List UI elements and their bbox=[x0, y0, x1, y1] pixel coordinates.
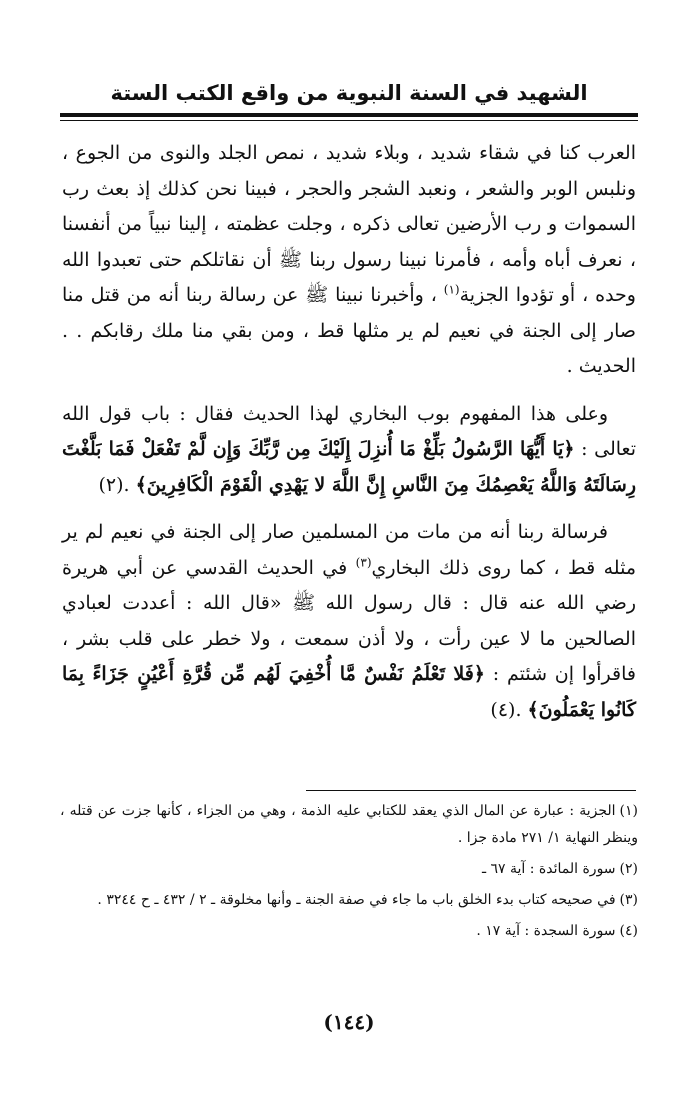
running-header: الشهيد في السنة النبوية من واقع الكتب الستة bbox=[110, 81, 588, 105]
page-number: (١٤٤) bbox=[323, 1010, 375, 1034]
quran-verse: ﴿يَا أَيُّهَا الرَّسُولُ بَلِّغْ مَا أُنزِلَ إِلَيْكَ مِن رَّبِّكَ وَإِن لَّمْ تَفْعَلْ فَمَا بَلَّغْتَ رِسَالَتَهُ وَاللَّهُ يَعْصِمُكَ مِنَ النَّاسِ إِنَّ اللَّهَ لا يَهْدِي الْقَوْمَ الْكَافِرِينَ﴾ bbox=[62, 438, 636, 496]
footnote-ref-2: .(٢) bbox=[98, 473, 136, 496]
paragraph-bukhari-chapter bbox=[62, 397, 636, 504]
paragraph-text: العرب كنا في شقاء شديد ، وبلاء شديد ، نمص الجلد والنوى من الجوع ، ونلبس الوبر والشعر ، ونعبد الشجر والحجر ، فبينا نحن كذلك إذ بعث رب السموات و رب الأرضين تعالى ذكره ، وجلت عظمته ، إلينا نبياً من أنفسنا ، نعرف أباه وأمه ، فأمرنا نبينا رسول ربنا ﷺ أن نقاتلكم حتى تعبدوا الله وحده ، أو تؤدوا الجزية bbox=[62, 142, 636, 306]
header-rule-thin bbox=[60, 120, 638, 121]
footnote-text: في صحيحه كتاب بدء الخلق باب ما جاء في صفة الجنة ـ وأنها مخلوقة ـ ٢ / ٤٣٢ ـ ح ٣٢٤٤ . bbox=[97, 892, 616, 908]
footnote-item bbox=[60, 918, 638, 945]
footnote-text: الجزية : عبارة عن المال الذي يعقد للكتابي عليه الذمة ، وهي من الجزاء ، كأنها جزت عن قتله ، وينظر النهاية ١/ ٢٧١ مادة جزا . bbox=[60, 803, 638, 846]
paragraph-text: ، وأخبرنا نبينا ﷺ عن رسالة ربنا أنه من قتل منا صار إلى الجنة في نعيم لم ير مثلها قط ، ومن بقي منا ملك رقابكم . . الحديث . bbox=[62, 284, 636, 377]
paragraph-text: وعلى هذا المفهوم بوب البخاري لهذا الحديث فقال : باب قول الله تعالى : bbox=[62, 402, 636, 460]
footnote-number: (١) bbox=[619, 803, 638, 819]
footnote-ref-1: (١) bbox=[443, 282, 460, 297]
footnote-number: (٣) bbox=[619, 892, 638, 908]
paragraph-qudsi-hadith bbox=[62, 515, 636, 728]
footnote-text: سورة السجدة : آية ١٧ . bbox=[476, 923, 616, 939]
paragraph-text: فرسالة ربنا أنه من مات من المسلمين صار إلى الجنة في نعيم لم ير مثله قط ، كما روى ذلك البخاري bbox=[62, 521, 636, 579]
footnote-item bbox=[60, 887, 638, 914]
footnote-ref-4: .(٤) bbox=[490, 698, 528, 721]
main-text bbox=[62, 136, 636, 728]
footnote-number: (٢) bbox=[619, 861, 638, 877]
footnote-number: (٤) bbox=[619, 923, 638, 939]
footnotes bbox=[60, 798, 638, 949]
quran-verse: ﴿فَلا تَعْلَمُ نَفْسٌ مَّا أُخْفِيَ لَهُم مِّن قُرَّةِ أَعْيُنٍ جَزَاءً بِمَا كَانُوا يَعْمَلُونَ﴾ bbox=[62, 663, 636, 721]
footnote-ref-3: (٣) bbox=[355, 555, 372, 570]
footnote-item bbox=[60, 856, 638, 883]
paragraph-hadith-continuation bbox=[62, 136, 636, 385]
footnote-text: سورة المائدة : آية ٦٧ ـ bbox=[481, 861, 616, 877]
footnote-item bbox=[60, 798, 638, 852]
paragraph-text: في الحديث القدسي عن أبي هريرة رضي الله عنه قال : قال رسول الله ﷺ «قال الله : أعددت لعبادي الصالحين ما لا عين رأت ، ولا أذن سمعت ، ولا خطر على قلب بشر ، فاقرأوا إن شئتم : bbox=[62, 556, 636, 685]
header-rule-thick bbox=[60, 113, 638, 117]
footnote-separator bbox=[306, 790, 636, 791]
